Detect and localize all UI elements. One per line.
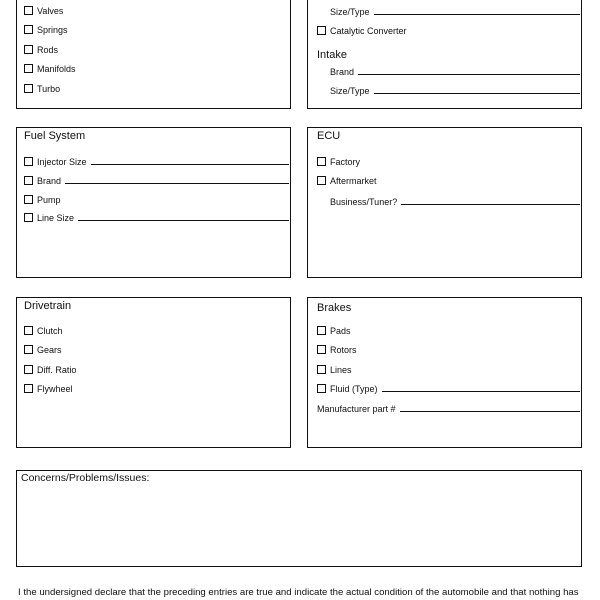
- clutch-checkbox[interactable]: [24, 326, 33, 335]
- gears-row[interactable]: [24, 345, 62, 355]
- pads-checkbox[interactable]: [317, 326, 326, 335]
- rods-checkbox[interactable]: [24, 45, 33, 54]
- turbo-checkbox[interactable]: [24, 84, 33, 93]
- fluid-type-checkbox[interactable]: [317, 384, 326, 393]
- flywheel-row[interactable]: [24, 384, 73, 394]
- engine-item-turbo[interactable]: [24, 84, 60, 94]
- fuel-brand-row[interactable]: [24, 176, 289, 186]
- valves-checkbox[interactable]: [24, 6, 33, 15]
- catalytic-converter-row[interactable]: [317, 26, 407, 36]
- springs-checkbox[interactable]: [24, 25, 33, 34]
- pump-label: Pump: [37, 195, 61, 205]
- concerns-title: Concerns/Problems/Issues:: [21, 472, 150, 484]
- fuel-brand-line[interactable]: [65, 183, 289, 184]
- diff-ratio-checkbox[interactable]: [24, 365, 33, 374]
- intake-size-type-line[interactable]: [374, 93, 580, 94]
- pump-row[interactable]: [24, 195, 61, 205]
- intake-brand-line[interactable]: [358, 74, 580, 75]
- ecu-factory-row[interactable]: [317, 157, 360, 167]
- intake-size-type-row[interactable]: [330, 86, 580, 96]
- business-tuner-label: Business/Tuner?: [330, 197, 398, 207]
- intake-size-type-label: Size/Type: [330, 86, 370, 96]
- gears-label: Gears: [37, 345, 62, 355]
- fluid-type-row[interactable]: [317, 384, 580, 394]
- turbo-label: Turbo: [37, 84, 61, 94]
- catalytic-converter-label: Catalytic Converter: [330, 26, 407, 36]
- fuel-brand-checkbox[interactable]: [24, 176, 33, 185]
- line-size-line[interactable]: [78, 220, 289, 221]
- business-tuner-row[interactable]: [330, 197, 580, 207]
- concerns-section[interactable]: [16, 470, 582, 567]
- manufacturer-part-label: Manufacturer part #: [317, 404, 396, 414]
- springs-label: Springs: [37, 25, 68, 35]
- manifolds-checkbox[interactable]: [24, 64, 33, 73]
- fuel-brand-label: Brand: [37, 176, 62, 186]
- manifolds-label: Manifolds: [37, 64, 76, 74]
- injector-size-row[interactable]: [24, 157, 289, 167]
- ecu-aftermarket-checkbox[interactable]: [317, 176, 326, 185]
- flywheel-checkbox[interactable]: [24, 384, 33, 393]
- line-size-row[interactable]: [24, 213, 289, 223]
- intake-brand-label: Brand: [330, 67, 355, 77]
- pump-checkbox[interactable]: [24, 195, 33, 204]
- brake-lines-label: Lines: [330, 365, 352, 375]
- injector-size-line[interactable]: [91, 164, 289, 165]
- intake-heading: Intake: [317, 49, 347, 61]
- clutch-label: Clutch: [37, 326, 63, 336]
- exhaust-size-type-label: Size/Type: [330, 7, 370, 17]
- manufacturer-part-row[interactable]: [317, 404, 580, 414]
- engine-item-valves[interactable]: [24, 6, 63, 16]
- business-tuner-line[interactable]: [401, 204, 580, 205]
- drivetrain-title: Drivetrain: [24, 300, 72, 312]
- valves-label: Valves: [37, 6, 64, 16]
- pads-label: Pads: [330, 326, 351, 336]
- flywheel-label: Flywheel: [37, 384, 73, 394]
- engine-item-rods[interactable]: [24, 45, 58, 55]
- declaration-text: I the undersigned declare that the preceding entries are true and indicate the actual condition of the automobile and that nothing has: [18, 587, 579, 598]
- gears-checkbox[interactable]: [24, 345, 33, 354]
- ecu-title: ECU: [317, 130, 341, 142]
- exhaust-size-type-row[interactable]: [330, 7, 580, 17]
- rotors-checkbox[interactable]: [317, 345, 326, 354]
- line-size-checkbox[interactable]: [24, 213, 33, 222]
- injector-size-label: Injector Size: [37, 157, 87, 167]
- fluid-type-line[interactable]: [382, 391, 580, 392]
- engine-item-manifolds[interactable]: [24, 64, 76, 74]
- ecu-aftermarket-label: Aftermarket: [330, 176, 377, 186]
- diff-ratio-row[interactable]: [24, 365, 76, 375]
- engine-item-springs[interactable]: [24, 25, 68, 35]
- injector-size-checkbox[interactable]: [24, 157, 33, 166]
- ecu-factory-checkbox[interactable]: [317, 157, 326, 166]
- pads-row[interactable]: [317, 326, 351, 336]
- catalytic-converter-checkbox[interactable]: [317, 26, 326, 35]
- rotors-label: Rotors: [330, 345, 357, 355]
- brake-lines-row[interactable]: [317, 365, 352, 375]
- exhaust-size-type-line[interactable]: [374, 14, 580, 15]
- brake-lines-checkbox[interactable]: [317, 365, 326, 374]
- manufacturer-part-line[interactable]: [400, 411, 580, 412]
- fuel-system-title: Fuel System: [24, 130, 86, 142]
- intake-brand-row[interactable]: [330, 67, 580, 77]
- fluid-type-label: Fluid (Type): [330, 384, 378, 394]
- clutch-row[interactable]: [24, 326, 63, 336]
- ecu-aftermarket-row[interactable]: [317, 176, 377, 186]
- line-size-label: Line Size: [37, 213, 75, 223]
- brakes-title: Brakes: [317, 302, 352, 314]
- diff-ratio-label: Diff. Ratio: [37, 365, 77, 375]
- rods-label: Rods: [37, 45, 59, 55]
- rotors-row[interactable]: [317, 345, 357, 355]
- ecu-factory-label: Factory: [330, 157, 361, 167]
